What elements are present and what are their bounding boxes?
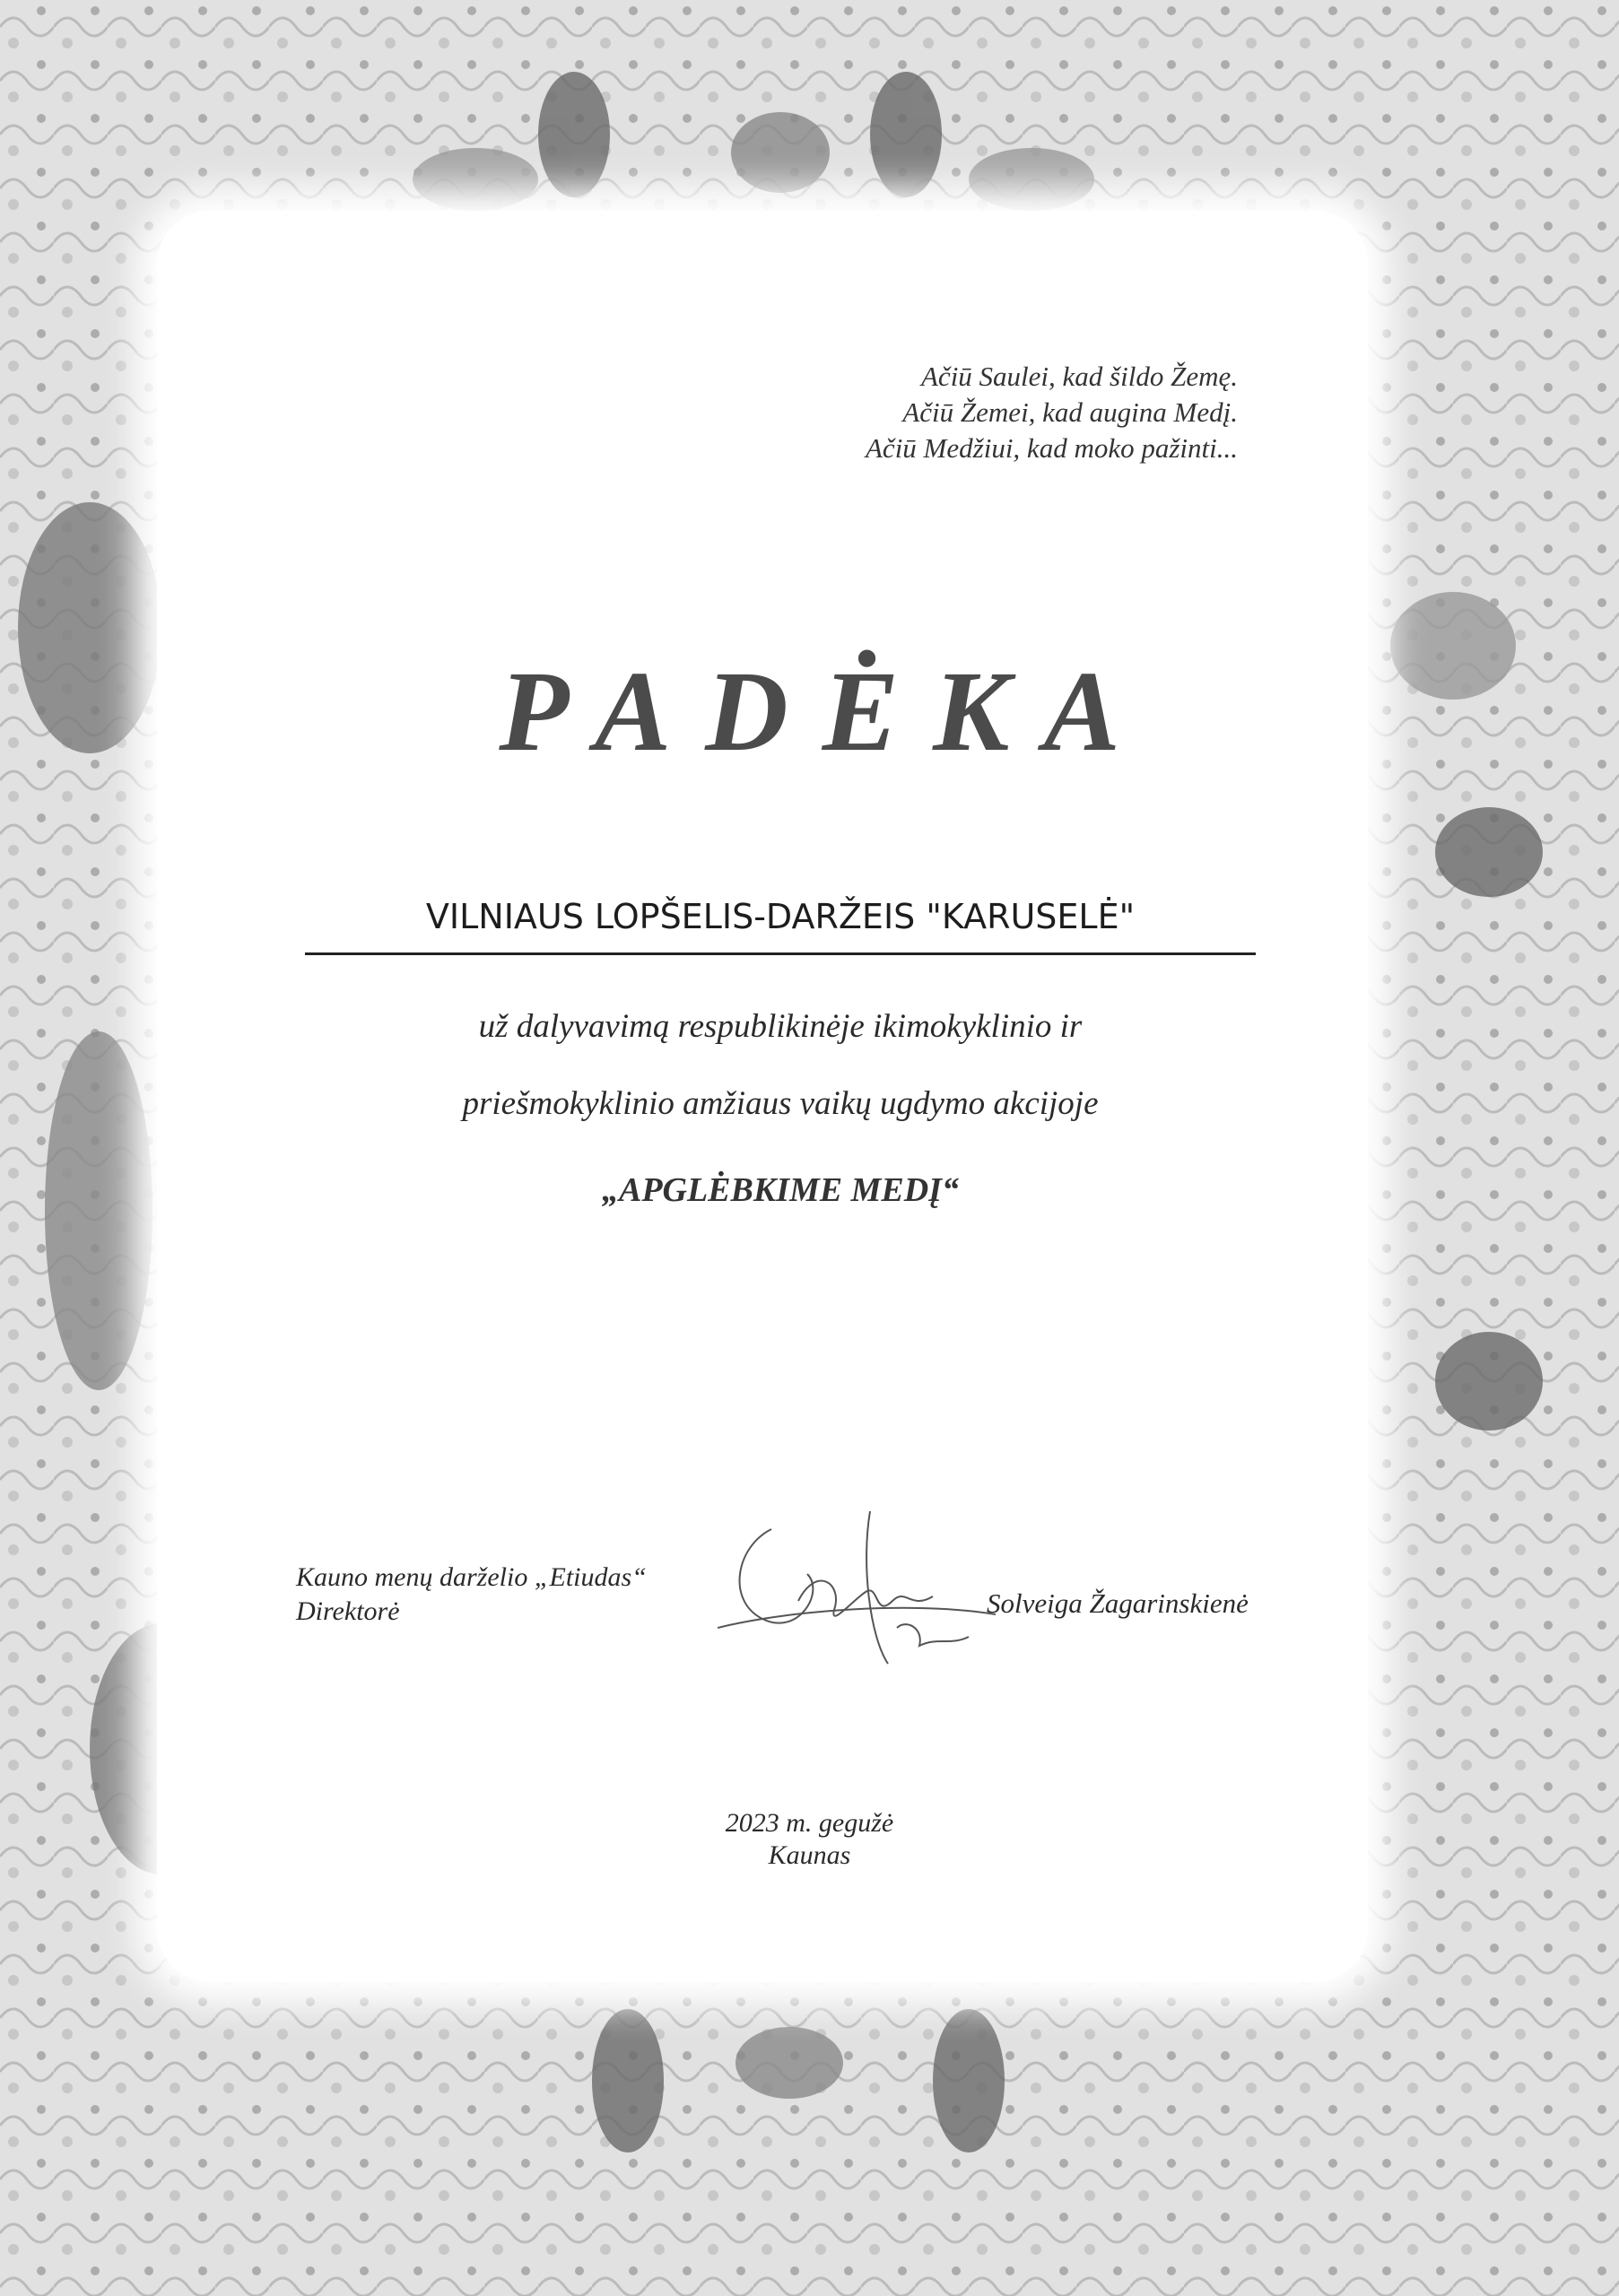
motto-line-1: Ačiū Saulei, kad šildo Žemę. bbox=[921, 361, 1238, 392]
issuer-position: Direktorė bbox=[296, 1596, 400, 1626]
certificate-title: PADĖKA bbox=[499, 648, 1154, 775]
reason-text bbox=[296, 988, 1265, 1143]
reason-line-1: už dalyvavimą respublikinėje ikimokyklinio ir bbox=[478, 1008, 1083, 1045]
motto-line-2: Ačiū Žemei, kad augina Medį. bbox=[902, 396, 1238, 428]
issuer-block bbox=[296, 1561, 647, 1629]
motto-line-3: Ačiū Medžiui, kad moko pažinti... bbox=[866, 432, 1238, 464]
issue-date: 2023 m. gegužė bbox=[725, 1808, 894, 1838]
action-name: „APGLĖBKIME MEDĮ“ bbox=[601, 1171, 960, 1209]
issue-place: Kaunas bbox=[768, 1840, 851, 1870]
handwritten-signature bbox=[718, 1493, 996, 1682]
issuer-organization: Kauno menų darželio „Etiudas“ bbox=[296, 1562, 647, 1592]
recipient-name: VILNIAUS LOPŠELIS-DARŽEIS "KARUSELĖ" bbox=[425, 897, 1136, 936]
signer-name: Solveiga Žagarinskienė bbox=[987, 1587, 1249, 1619]
reason-line-2: priešmokyklinio amžiaus vaikų ugdymo akcijoje bbox=[462, 1085, 1099, 1122]
date-place-block bbox=[0, 1807, 1619, 1872]
motto bbox=[771, 359, 1238, 466]
recipient-underline bbox=[305, 952, 1256, 955]
